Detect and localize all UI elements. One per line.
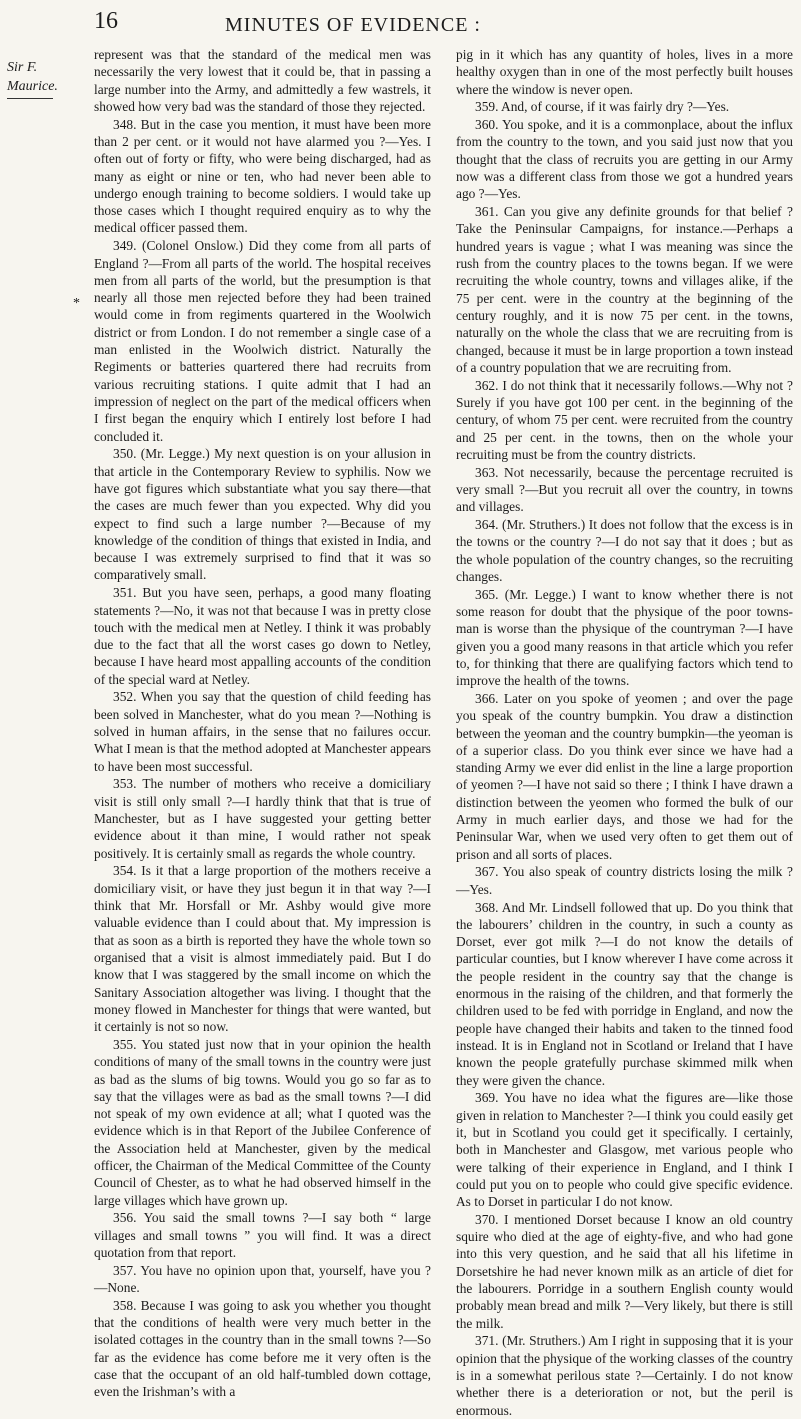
margin-asterisk: * (73, 296, 80, 311)
page-number: 16 (94, 8, 118, 34)
paragraph: 351. But you have seen, perhaps, a good many floating statements ?—No, it was not that because I was in pretty close touch with the medical men at Netley. I think it was probably due to the fact that all the worst cases go down to Netley, because I have heard most appalling accounts of the condition of the special ward at Netley. (94, 585, 431, 687)
paragraph: 356. You said the small towns ?—I say both “ large villages and small towns ” you will find. It was a direct quotation from that report. (94, 1210, 431, 1260)
witness-name: Sir F. Maurice. (7, 60, 58, 94)
paragraph: 367. You also speak of country districts losing the milk ? —Yes. (456, 864, 793, 897)
paragraph: 368. And Mr. Lindsell followed that up. Do you think that the labourers’ children in the country, in such a county as Dorset, ever got milk ?—I do not know the details of particular counties, but I know wherever I have come across it the people resident in the country say that the change is enormous in the raising of the children, and that formerly the children used to be fed with porridge in England, and now the people have changed their habits and taken to the tinned food instead. It is in England not in Scotland or Ireland that I have known the people gratefully purchase skimmed milk when they were given the chance. (456, 899, 793, 1088)
paragraph: pig in it which has any quantity of holes, lives in a more healthy oxygen than in one of the most perfectly built houses where the window is never open. (456, 47, 793, 97)
left-column (94, 46, 431, 1401)
running-head: MINUTES OF EVIDENCE : (225, 14, 481, 36)
paragraph: 358. Because I was going to ask you whether you thought that the conditions of health were very much better in the isolated cottages in the country than in the small towns ?—So far as the evidence has come before me it very often is the case that the occupant of an old half-tumbled down cottage, even the Irishman’s with a (94, 1297, 431, 1400)
paragraph: 359. And, of course, if it was fairly dry ?—Yes. (475, 99, 730, 115)
paragraph: 370. I mentioned Dorset because I know an old country squire who died at the age of eighty-five, and who had gone into this very question, and he said that all his lifetime in Dorsetshire he had never known milk as an article of diet for the labourers. Porridge in a southern English county would probably mean bread and milk ?—Very likely, but there is still the milk. (456, 1211, 793, 1331)
paragraph: 349. (Colonel Onslow.) Did they come from all parts of England ?—From all parts of the world. The hospital receives men from all parts of the world, but the presumption is that nearly all those men rejected before they had been trained would come in from regiments quartered in the Woolwich district or from London. I do not remember a single case of a man enlisted in the Woolwich district. Naturally the Regiments or batteries quartered there had recruits from various recruiting stations. I quite admit that I had an impression of neglect on the part of the medical officers when I first began the enquiry which I entirely lost before I had concluded it. (94, 238, 431, 444)
paragraph: 366. Later on you spoke of yeomen ; and over the page you speak of the country bumpkin. You draw a distinction between the yeoman and the country bumpkin—the yeoman is of a superior class. Do you think ever since we have had a standing Army we ever did enlist in the line a large proportion of yeomen ?—I have not said so there ; I think I have drawn a distinction between the yeomen who formed the bulk of our Army in much earlier days, and those we had for the Peninsular War, when we used very often to get them out of prison and all sorts of places. (456, 690, 793, 862)
paragraph: 355. You stated just now that in your opinion the health conditions of many of the small towns in the country were just as bad as the slums of big towns. Would you go so far as to say that the villages were as bad as the small towns ?—I did not speak of my own evidence at all; what I quoted was the evidence which is in that Report of the Jubilee Conference of the Association held at Manchester, given by the medical officer, the Chairman of the Medical Committee of the County Council of Chester, as to what he had observed himself in the large villages which have grown up. (94, 1036, 431, 1208)
right-column (456, 46, 793, 1419)
page-header (94, 8, 796, 38)
paragraph: 363. Not necessarily, because the percentage recruited is very small ?—But you recruit all over the country, in towns and villages. (456, 464, 793, 515)
paragraph: 364. (Mr. Struthers.) It does not follow that the excess is in the towns or the country ?—I do not say that it does ; but as the whole population of the country changes, so the recruiting changes. (456, 517, 793, 584)
paragraph: represent was that the standard of the medical men was necessarily the very lowest that it could be, that in passing a large number into the Army, and admittedly a few wastrels, it showed how very bad was the standard of those they rejected. (94, 47, 431, 114)
paragraph: 357. You have no opinion upon that, yourself, have you ?—None. (94, 1262, 431, 1296)
paragraph: 369. You have no idea what the figures are—like those given in relation to Manchester ?—I think you could easily get it, but in Scotland you could get it specifically. I certainly, both in Manchester and Glasgow, met various people who were talking of their experience in England, and I think I could put you on to people who could give specific evidence. As to Dorset in particular I do not know. (456, 1090, 793, 1210)
paragraph: 371. (Mr. Struthers.) Am I right in supposing that it is your opinion that the physique of the working classes of the country is in a somewhat perilous state ?—Certainly. I do not know whether there is a deterioration or not, but the peril is enormous. (456, 1333, 793, 1418)
paragraph: 350. (Mr. Legge.) My next question is on your allusion in that article in the Contemporary Review to syphilis. Now we have got figures which substantiate what you say there—that the cases are much fewer than you expected. Why did you expect to find such a large number ?—Because of my knowledge of the condition of things that existed in India, and because I was extremely surprised to find that it was so comparatively small. (94, 446, 431, 583)
paragraph: 352. When you say that the question of child feeding has been solved in Manchester, what do you mean ?—Nothing is solved in human affairs, in the sense that no failures occur. What I mean is that the method adopted at Manchester appears to have been most successful. (94, 689, 431, 774)
witness-rule (7, 98, 53, 99)
paragraph: 361. Can you give any definite grounds for that belief ? Take the Peninsular Campaigns, for instance.—Perhaps a hundred years is vague ; what I was meaning was since the rush from the country places to the towns began. If we were recruiting the whole country, towns and villages alike, if the 75 per cent. were in the country at the beginning of the century roughly, and it is now 75 per cent. in the towns, naturally on the whole the class that we are recruiting from is changed, because it must be in large proportion a town instead of a country population that we are recruiting from. (456, 204, 793, 375)
paragraph: 365. (Mr. Legge.) I want to know whether there is not some reason for doubt that the physique of the poor towns-man is worse than the physique of the countryman ?—I have given you a good many reasons in that article which you refer to, for thinking that there are qualifying factors which tend to improve the health of the towns. (456, 586, 793, 689)
paragraph: 360. You spoke, and it is a commonplace, about the influx from the country to the town, and you said just now that you thought that the class of recruits you are getting in our Army now was a different class from those we got a hundred years ago ?—Yes. (456, 117, 793, 202)
paragraph: 354. Is it that a large proportion of the mothers receive a domiciliary visit, or have they just begun it in that way ?—I think that Mr. Horsfall or Mr. Ashby would give more valuable evidence than I could about that. My impression is that as soon as a birth is reported they have the whole town so organised that a visit is almost immediately paid. But I do know that I was staggered by the small income on which the Sanitary Association altogether was living. I thought that the money flowed in Manchester for things that were wanted, but it certainly is not so now. (94, 863, 431, 1035)
paragraph: 353. The number of mothers who receive a domiciliary visit is still only small ?—I hardly think that that is true of Manchester, but as I have suggested your getting better evidence about it than mine, I would rather not speak positively. It is certainly small as regards the whole country. (94, 776, 431, 861)
paragraph: 362. I do not think that it necessarily follows.—Why not ? Surely if you have got 100 per cent. in the beginning of the century, of whom 75 per cent. were recruited from the country and 25 per cent. in the towns, then on the whole your recruiting must be from the country districts. (456, 377, 793, 462)
paragraph: 348. But in the case you mention, it must have been more than 2 per cent. or it would not have alarmed you ?—Yes. I often out of forty or fifty, who were being discharged, had as many as eight or nine or ten, who had never been able to undergo enough training to become soldiers. I would take up those cases which I thought required enquiry as to why the medical officer passed them. (94, 116, 431, 236)
